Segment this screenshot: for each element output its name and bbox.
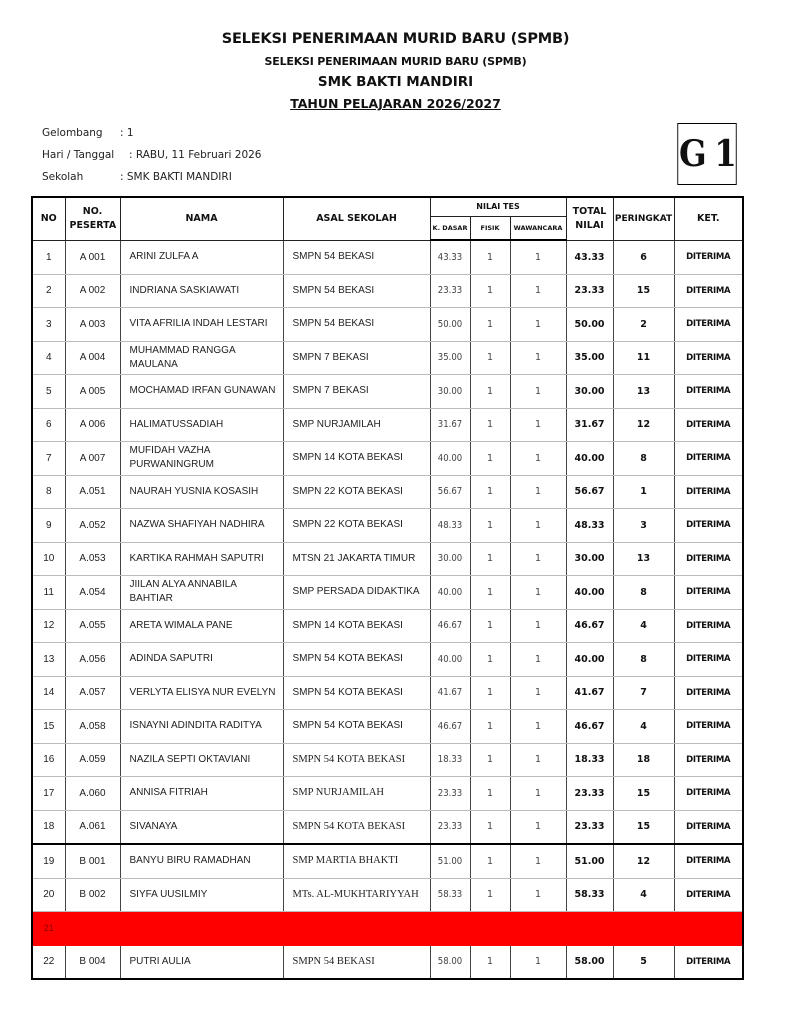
cell-fisik: 1 xyxy=(470,878,510,912)
cell-wawancara: 1 xyxy=(510,475,566,509)
cell-k-dasar: 35.00 xyxy=(430,341,470,375)
document-subtitle: SELEKSI PENERIMAAN MURID BARU (SPMB) xyxy=(264,55,527,68)
header-nama: NAMA xyxy=(120,197,283,240)
cell-fisik: 1 xyxy=(470,710,510,744)
cell-nama: NAZILA SEPTI OKTAVIANI xyxy=(120,743,283,777)
cell-asal-sekolah: MTSN 21 JAKARTA TIMUR xyxy=(283,542,430,576)
cell-k-dasar: 30.00 xyxy=(430,375,470,409)
group-badge: G 1 xyxy=(677,123,736,185)
cell-no: 19 xyxy=(32,844,65,878)
cell-k-dasar: 46.67 xyxy=(430,710,470,744)
header-fisik: FISIK xyxy=(470,217,510,241)
cell-no: 11 xyxy=(32,576,65,610)
cell-nama: VERLYTA ELISYA NUR EVELYN xyxy=(120,676,283,710)
cell-peringkat: 3 xyxy=(613,509,674,543)
cell-asal-sekolah: SMPN 7 BEKASI xyxy=(283,375,430,409)
cell-peringkat: 13 xyxy=(613,542,674,576)
cell-no-peserta xyxy=(65,912,120,946)
cell-no-peserta: A.054 xyxy=(65,576,120,610)
document-title: SELEKSI PENERIMAAN MURID BARU (SPMB) xyxy=(221,31,570,47)
cell-wawancara: 1 xyxy=(510,777,566,811)
cell-fisik: 1 xyxy=(470,676,510,710)
cell-nama xyxy=(120,912,283,946)
cell-nama: JIILAN ALYA ANNABILA BAHTIAR xyxy=(120,576,283,610)
cell-k-dasar: 41.67 xyxy=(430,676,470,710)
header-nilai-tes: NILAI TES xyxy=(430,197,566,217)
cell-k-dasar: 50.00 xyxy=(430,308,470,342)
cell-asal-sekolah: SMPN 54 BEKASI xyxy=(283,945,430,979)
cell-ket: DITERIMA xyxy=(674,810,743,844)
cell-total-nilai: 23.33 xyxy=(566,777,613,811)
cell-total-nilai: 48.33 xyxy=(566,509,613,543)
cell-peringkat: 8 xyxy=(613,576,674,610)
cell-no: 15 xyxy=(32,710,65,744)
table-row xyxy=(32,308,743,342)
cell-fisik: 1 xyxy=(470,844,510,878)
cell-peringkat: 13 xyxy=(613,375,674,409)
cell-peringkat: 8 xyxy=(613,643,674,677)
cell-k-dasar: 51.00 xyxy=(430,844,470,878)
cell-wawancara: 1 xyxy=(510,375,566,409)
cell-asal-sekolah: SMPN 54 BEKASI xyxy=(283,240,430,274)
table-row xyxy=(32,475,743,509)
cell-no-peserta: A 006 xyxy=(65,408,120,442)
table-row xyxy=(32,912,743,946)
cell-wawancara: 1 xyxy=(510,408,566,442)
cell-total-nilai: 40.00 xyxy=(566,576,613,610)
cell-nama: ARINI ZULFA A xyxy=(120,240,283,274)
cell-no-peserta: A 007 xyxy=(65,442,120,476)
header-peringkat: PERINGKAT xyxy=(613,197,674,240)
cell-ket: DITERIMA xyxy=(674,576,743,610)
header-k-dasar: K. DASAR xyxy=(430,217,470,241)
cell-no: 21 xyxy=(32,912,65,946)
cell-no-peserta: A.053 xyxy=(65,542,120,576)
cell-fisik: 1 xyxy=(470,442,510,476)
cell-fisik: 1 xyxy=(470,375,510,409)
cell-no-peserta: A.057 xyxy=(65,676,120,710)
table-row xyxy=(32,442,743,476)
header-ket: KET. xyxy=(674,197,743,240)
cell-fisik: 1 xyxy=(470,609,510,643)
cell-wawancara: 1 xyxy=(510,844,566,878)
cell-no-peserta: A 002 xyxy=(65,274,120,308)
cell-peringkat: 12 xyxy=(613,844,674,878)
table-row xyxy=(32,710,743,744)
cell-peringkat: 12 xyxy=(613,408,674,442)
cell-nama: PUTRI AULIA xyxy=(120,945,283,979)
cell-no-peserta: A.052 xyxy=(65,509,120,543)
cell-wawancara: 1 xyxy=(510,743,566,777)
cell-ket: DITERIMA xyxy=(674,844,743,878)
cell-nama: ANNISA FITRIAH xyxy=(120,777,283,811)
cell-no: 7 xyxy=(32,442,65,476)
cell-nama: MUFIDAH VAZHA PURWANINGRUM xyxy=(120,442,283,476)
academic-year-text: TAHUN PELAJARAN 2026/2027 xyxy=(290,96,501,111)
cell-no-peserta: A 001 xyxy=(65,240,120,274)
header-asal-sekolah: ASAL SEKOLAH xyxy=(283,197,430,240)
cell-k-dasar: 40.00 xyxy=(430,442,470,476)
cell-no: 20 xyxy=(32,878,65,912)
cell-k-dasar: 18.33 xyxy=(430,743,470,777)
gelombang-value: : 1 xyxy=(120,127,134,139)
cell-fisik xyxy=(470,912,510,946)
cell-total-nilai: 40.00 xyxy=(566,442,613,476)
cell-ket: DITERIMA xyxy=(674,945,743,979)
cell-wawancara: 1 xyxy=(510,643,566,677)
cell-total-nilai xyxy=(566,912,613,946)
tanggal-value: : RABU, 11 Februari 2026 xyxy=(129,149,262,161)
cell-nama: VITA AFRILIA INDAH LESTARI xyxy=(120,308,283,342)
cell-no: 2 xyxy=(32,274,65,308)
table-row xyxy=(32,542,743,576)
cell-total-nilai: 41.67 xyxy=(566,676,613,710)
cell-nama: SIYFA UUSILMIY xyxy=(120,878,283,912)
cell-total-nilai: 40.00 xyxy=(566,643,613,677)
cell-peringkat: 2 xyxy=(613,308,674,342)
cell-asal-sekolah: SMPN 54 BEKASI xyxy=(283,308,430,342)
cell-total-nilai: 50.00 xyxy=(566,308,613,342)
cell-no: 14 xyxy=(32,676,65,710)
cell-asal-sekolah: MTs. AL-MUKHTARIYYAH xyxy=(283,878,430,912)
academic-year xyxy=(0,96,791,111)
cell-asal-sekolah: SMPN 54 BEKASI xyxy=(283,274,430,308)
table-row xyxy=(32,676,743,710)
cell-asal-sekolah: SMP NURJAMILAH xyxy=(283,408,430,442)
cell-wawancara: 1 xyxy=(510,945,566,979)
cell-no: 9 xyxy=(32,509,65,543)
cell-wawancara: 1 xyxy=(510,810,566,844)
cell-k-dasar: 43.33 xyxy=(430,240,470,274)
cell-asal-sekolah: SMPN 54 KOTA BEKASI xyxy=(283,676,430,710)
cell-no: 10 xyxy=(32,542,65,576)
tanggal-label: Hari / Tanggal xyxy=(42,149,115,161)
cell-peringkat: 15 xyxy=(613,777,674,811)
cell-no-peserta: B 001 xyxy=(65,844,120,878)
cell-wawancara: 1 xyxy=(510,576,566,610)
cell-wawancara: 1 xyxy=(510,710,566,744)
cell-asal-sekolah: SMPN 22 KOTA BEKASI xyxy=(283,475,430,509)
table-row xyxy=(32,743,743,777)
cell-total-nilai: 30.00 xyxy=(566,542,613,576)
cell-ket: DITERIMA xyxy=(674,475,743,509)
cell-wawancara: 1 xyxy=(510,878,566,912)
cell-no-peserta: A.051 xyxy=(65,475,120,509)
cell-ket: DITERIMA xyxy=(674,542,743,576)
cell-no-peserta: A.059 xyxy=(65,743,120,777)
cell-no: 13 xyxy=(32,643,65,677)
cell-k-dasar: 58.00 xyxy=(430,945,470,979)
table-row xyxy=(32,240,743,274)
cell-asal-sekolah: SMPN 14 KOTA BEKASI xyxy=(283,609,430,643)
cell-nama: ISNAYNI ADINDITA RADITYA xyxy=(120,710,283,744)
cell-no-peserta: A.061 xyxy=(65,810,120,844)
results-table-body xyxy=(32,240,743,979)
cell-ket: DITERIMA xyxy=(674,509,743,543)
cell-k-dasar: 23.33 xyxy=(430,274,470,308)
table-row xyxy=(32,609,743,643)
cell-fisik: 1 xyxy=(470,308,510,342)
cell-fisik: 1 xyxy=(470,810,510,844)
cell-ket: DITERIMA xyxy=(674,408,743,442)
cell-fisik: 1 xyxy=(470,643,510,677)
cell-total-nilai: 56.67 xyxy=(566,475,613,509)
info-gelombang xyxy=(42,127,134,139)
cell-ket: DITERIMA xyxy=(674,777,743,811)
table-row xyxy=(32,509,743,543)
cell-fisik: 1 xyxy=(470,542,510,576)
cell-wawancara: 1 xyxy=(510,676,566,710)
cell-asal-sekolah: SMP PERSADA DIDAKTIKA xyxy=(283,576,430,610)
cell-nama: ARETA WIMALA PANE xyxy=(120,609,283,643)
table-row xyxy=(32,810,743,844)
cell-nama: NAURAH YUSNIA KOSASIH xyxy=(120,475,283,509)
cell-no: 22 xyxy=(32,945,65,979)
cell-total-nilai: 30.00 xyxy=(566,375,613,409)
header-wawancara: WAWANCARA xyxy=(510,217,566,241)
cell-fisik: 1 xyxy=(470,945,510,979)
cell-fisik: 1 xyxy=(470,509,510,543)
info-sekolah xyxy=(42,171,232,183)
cell-total-nilai: 58.33 xyxy=(566,878,613,912)
cell-nama: KARTIKA RAHMAH SAPUTRI xyxy=(120,542,283,576)
cell-total-nilai: 51.00 xyxy=(566,844,613,878)
cell-wawancara: 1 xyxy=(510,341,566,375)
cell-asal-sekolah xyxy=(283,912,430,946)
cell-asal-sekolah: SMPN 54 KOTA BEKASI xyxy=(283,743,430,777)
cell-no: 1 xyxy=(32,240,65,274)
cell-k-dasar: 31.67 xyxy=(430,408,470,442)
cell-ket: DITERIMA xyxy=(674,878,743,912)
table-row xyxy=(32,643,743,677)
header-no: NO xyxy=(32,197,65,240)
cell-no-peserta: A 004 xyxy=(65,341,120,375)
cell-k-dasar: 40.00 xyxy=(430,643,470,677)
cell-peringkat: 7 xyxy=(613,676,674,710)
cell-asal-sekolah: SMPN 54 KOTA BEKASI xyxy=(283,643,430,677)
cell-k-dasar: 48.33 xyxy=(430,509,470,543)
cell-asal-sekolah: SMPN 54 KOTA BEKASI xyxy=(283,710,430,744)
cell-no: 8 xyxy=(32,475,65,509)
cell-peringkat: 15 xyxy=(613,810,674,844)
cell-fisik: 1 xyxy=(470,475,510,509)
cell-k-dasar: 30.00 xyxy=(430,542,470,576)
cell-no-peserta: A.058 xyxy=(65,710,120,744)
cell-ket: DITERIMA xyxy=(674,643,743,677)
cell-fisik: 1 xyxy=(470,743,510,777)
cell-fisik: 1 xyxy=(470,576,510,610)
cell-fisik: 1 xyxy=(470,408,510,442)
table-row xyxy=(32,341,743,375)
cell-ket: DITERIMA xyxy=(674,308,743,342)
cell-nama: INDRIANA SASKIAWATI xyxy=(120,274,283,308)
results-table xyxy=(31,196,744,980)
cell-no-peserta: A.056 xyxy=(65,643,120,677)
header-total-nilai: TOTAL NILAI xyxy=(566,197,613,240)
cell-nama: MUHAMMAD RANGGA MAULANA xyxy=(120,341,283,375)
cell-asal-sekolah: SMPN 14 KOTA BEKASI xyxy=(283,442,430,476)
cell-asal-sekolah: SMPN 54 KOTA BEKASI xyxy=(283,810,430,844)
cell-wawancara: 1 xyxy=(510,542,566,576)
sekolah-value: : SMK BAKTI MANDIRI xyxy=(120,171,232,183)
sekolah-label: Sekolah xyxy=(42,171,84,183)
table-row xyxy=(32,844,743,878)
cell-peringkat: 4 xyxy=(613,609,674,643)
cell-total-nilai: 43.33 xyxy=(566,240,613,274)
table-row xyxy=(32,274,743,308)
cell-no-peserta: A.060 xyxy=(65,777,120,811)
cell-no: 12 xyxy=(32,609,65,643)
cell-wawancara: 1 xyxy=(510,274,566,308)
cell-fisik: 1 xyxy=(470,274,510,308)
info-tanggal xyxy=(42,149,262,161)
cell-peringkat: 11 xyxy=(613,341,674,375)
cell-peringkat: 5 xyxy=(613,945,674,979)
cell-ket xyxy=(674,912,743,946)
cell-k-dasar: 58.33 xyxy=(430,878,470,912)
cell-total-nilai: 31.67 xyxy=(566,408,613,442)
cell-no-peserta: B 004 xyxy=(65,945,120,979)
cell-k-dasar: 46.67 xyxy=(430,609,470,643)
cell-total-nilai: 18.33 xyxy=(566,743,613,777)
cell-wawancara: 1 xyxy=(510,609,566,643)
cell-total-nilai: 23.33 xyxy=(566,274,613,308)
cell-no: 16 xyxy=(32,743,65,777)
cell-nama: HALIMATUSSADIAH xyxy=(120,408,283,442)
cell-ket: DITERIMA xyxy=(674,710,743,744)
cell-fisik: 1 xyxy=(470,240,510,274)
cell-peringkat: 15 xyxy=(613,274,674,308)
cell-peringkat: 6 xyxy=(613,240,674,274)
cell-nama: MOCHAMAD IRFAN GUNAWAN xyxy=(120,375,283,409)
cell-peringkat: 1 xyxy=(613,475,674,509)
cell-asal-sekolah: SMP MARTIA BHAKTI xyxy=(283,844,430,878)
cell-k-dasar: 56.67 xyxy=(430,475,470,509)
table-row xyxy=(32,945,743,979)
cell-peringkat: 4 xyxy=(613,878,674,912)
cell-no: 4 xyxy=(32,341,65,375)
cell-nama: SIVANAYA xyxy=(120,810,283,844)
cell-ket: DITERIMA xyxy=(674,743,743,777)
cell-ket: DITERIMA xyxy=(674,274,743,308)
table-row xyxy=(32,576,743,610)
table-row xyxy=(32,408,743,442)
cell-fisik: 1 xyxy=(470,777,510,811)
cell-no: 5 xyxy=(32,375,65,409)
cell-nama: ADINDA SAPUTRI xyxy=(120,643,283,677)
cell-no: 18 xyxy=(32,810,65,844)
cell-asal-sekolah: SMP NURJAMILAH xyxy=(283,777,430,811)
cell-ket: DITERIMA xyxy=(674,240,743,274)
table-row xyxy=(32,777,743,811)
cell-fisik: 1 xyxy=(470,341,510,375)
cell-asal-sekolah: SMPN 22 KOTA BEKASI xyxy=(283,509,430,543)
table-row xyxy=(32,878,743,912)
cell-wawancara xyxy=(510,912,566,946)
cell-no: 6 xyxy=(32,408,65,442)
cell-ket: DITERIMA xyxy=(674,375,743,409)
cell-total-nilai: 46.67 xyxy=(566,710,613,744)
cell-ket: DITERIMA xyxy=(674,676,743,710)
cell-k-dasar: 40.00 xyxy=(430,576,470,610)
gelombang-label: Gelombang xyxy=(42,127,103,139)
cell-wawancara: 1 xyxy=(510,308,566,342)
cell-no-peserta: A 005 xyxy=(65,375,120,409)
cell-wawancara: 1 xyxy=(510,442,566,476)
cell-no-peserta: A 003 xyxy=(65,308,120,342)
cell-k-dasar: 23.33 xyxy=(430,777,470,811)
cell-no-peserta: B 002 xyxy=(65,878,120,912)
cell-total-nilai: 58.00 xyxy=(566,945,613,979)
cell-total-nilai: 23.33 xyxy=(566,810,613,844)
cell-peringkat: 8 xyxy=(613,442,674,476)
cell-peringkat: 4 xyxy=(613,710,674,744)
cell-ket: DITERIMA xyxy=(674,341,743,375)
cell-wawancara: 1 xyxy=(510,509,566,543)
cell-no: 17 xyxy=(32,777,65,811)
header-peserta: NO. PESERTA xyxy=(65,197,120,240)
cell-peringkat xyxy=(613,912,674,946)
cell-wawancara: 1 xyxy=(510,240,566,274)
cell-k-dasar xyxy=(430,912,470,946)
cell-ket: DITERIMA xyxy=(674,442,743,476)
cell-asal-sekolah: SMPN 7 BEKASI xyxy=(283,341,430,375)
cell-ket: DITERIMA xyxy=(674,609,743,643)
table-row xyxy=(32,375,743,409)
cell-nama: NAZWA SHAFIYAH NADHIRA xyxy=(120,509,283,543)
cell-total-nilai: 35.00 xyxy=(566,341,613,375)
cell-no: 3 xyxy=(32,308,65,342)
cell-peringkat: 18 xyxy=(613,743,674,777)
cell-k-dasar: 23.33 xyxy=(430,810,470,844)
cell-total-nilai: 46.67 xyxy=(566,609,613,643)
cell-no-peserta: A.055 xyxy=(65,609,120,643)
cell-nama: BANYU BIRU RAMADHAN xyxy=(120,844,283,878)
school-name: SMK BAKTI MANDIRI xyxy=(317,74,474,90)
